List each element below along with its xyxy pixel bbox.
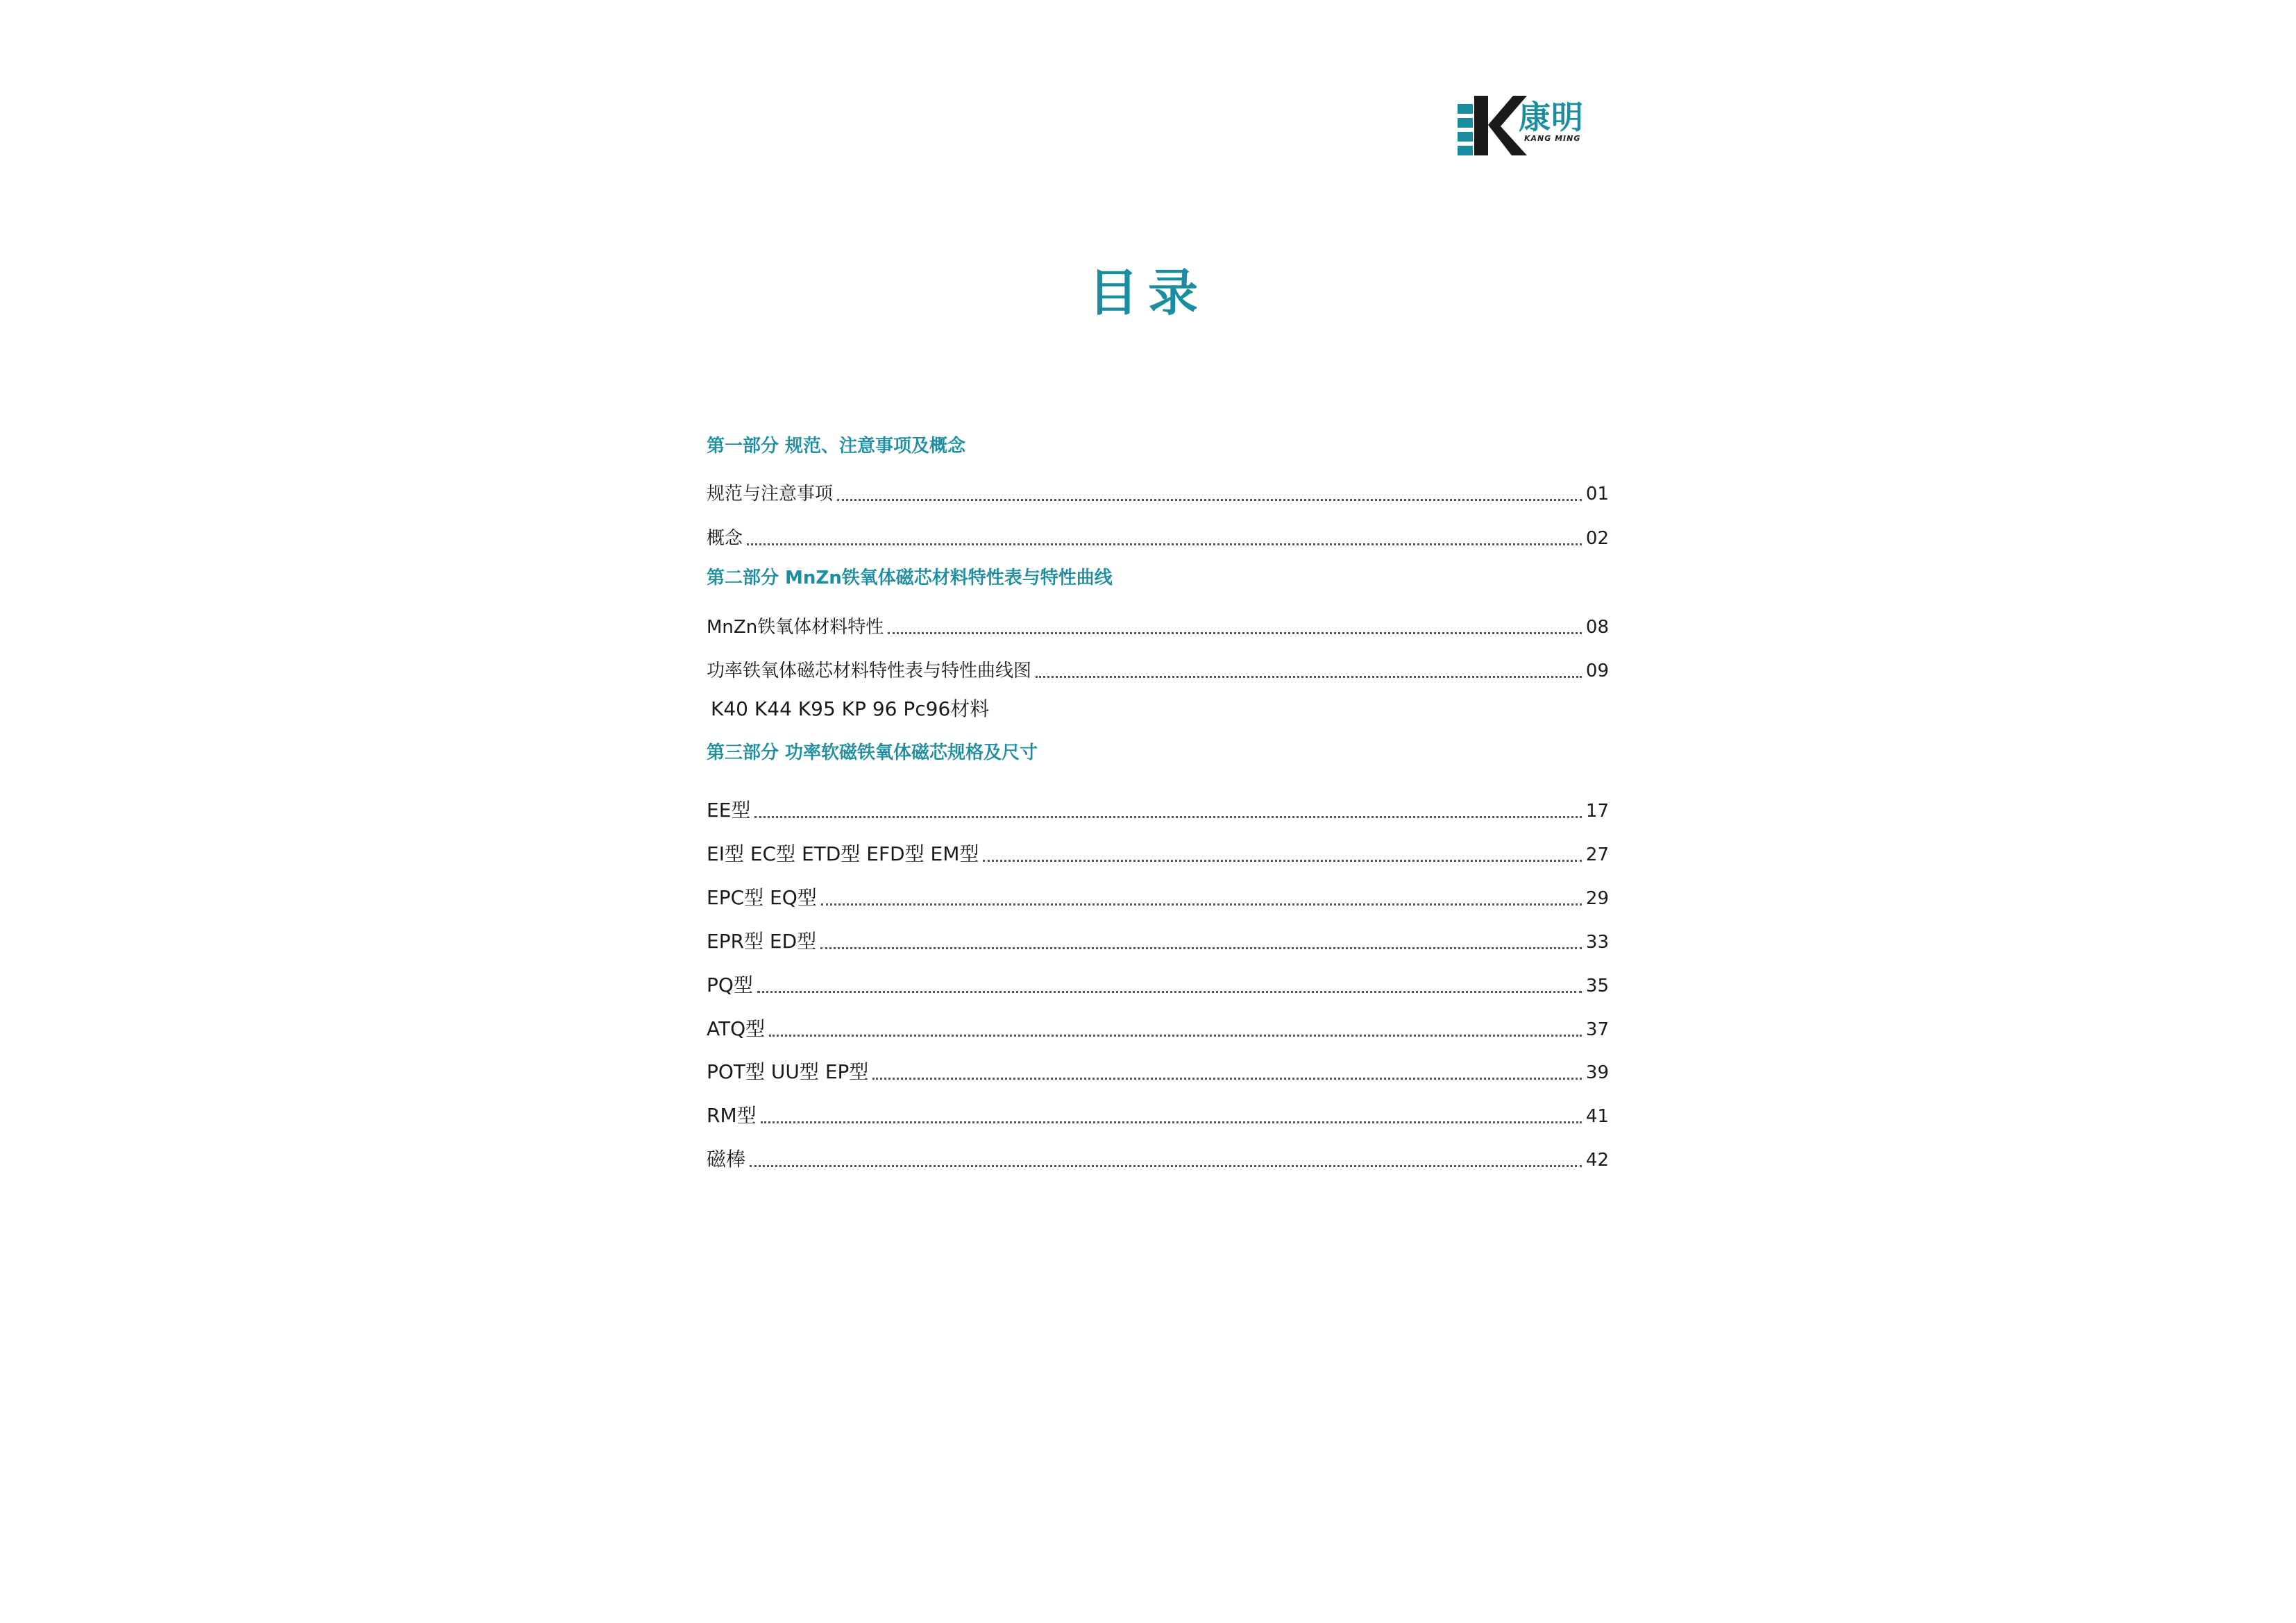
dot-leader [750, 1165, 1582, 1167]
toc-entry-page: 39 [1585, 1062, 1609, 1083]
toc-entry-label: 功率铁氧体磁芯材料特性表与特性曲线图 [707, 660, 1032, 681]
dot-leader [769, 1035, 1582, 1037]
toc-entry-page: 41 [1585, 1105, 1609, 1127]
toc-entry-label: EPR型 ED型 [707, 930, 817, 953]
toc-entry-label: POT型 UU型 EP型 [707, 1060, 869, 1084]
toc-entry[interactable] [707, 926, 1609, 953]
toc-entry[interactable] [707, 838, 1609, 866]
dot-leader [757, 991, 1582, 993]
toc-entry-page: 02 [1585, 527, 1609, 549]
toc-entry-label: PQ型 [707, 974, 753, 997]
section-heading-3: 第三部分 功率软磁铁氧体磁芯规格及尺寸 [707, 742, 1038, 763]
toc-entry[interactable] [707, 654, 1609, 682]
toc-entry-page: 08 [1585, 616, 1609, 638]
dot-leader [754, 816, 1582, 818]
toc-entry-page: 01 [1585, 483, 1609, 504]
toc-entry[interactable] [707, 1013, 1609, 1041]
toc-entry[interactable] [707, 1100, 1609, 1128]
toc-entry-page: 17 [1585, 800, 1609, 822]
toc-entry[interactable] [707, 522, 1609, 550]
toc-entry-label: EI型 EC型 ETD型 EFD型 EM型 [707, 842, 979, 866]
toc-entry-label: EE型 [707, 799, 751, 822]
material-list-note: K40 K44 K95 KP 96 Pc96材料 [711, 697, 990, 720]
dot-leader [888, 632, 1582, 634]
dot-leader [821, 903, 1582, 906]
toc-entry[interactable] [707, 477, 1609, 505]
toc-entry-label: EPC型 EQ型 [707, 886, 817, 910]
toc-entry-label: 概念 [707, 527, 743, 549]
toc-entry-label: 磁棒 [707, 1148, 746, 1171]
toc-entry[interactable] [707, 1056, 1609, 1084]
dot-leader [872, 1078, 1582, 1080]
toc-entry[interactable] [707, 882, 1609, 910]
toc-entry-label: RM型 [707, 1104, 757, 1128]
dot-leader [761, 1121, 1582, 1123]
page-title: 目录 [1088, 264, 1208, 322]
toc-entry-page: 33 [1585, 931, 1609, 953]
dot-leader [837, 499, 1582, 501]
toc-entry[interactable] [707, 969, 1609, 997]
dot-leader [1036, 676, 1582, 678]
dot-leader [820, 947, 1582, 949]
toc-entry-label: MnZn铁氧体材料特性 [707, 616, 884, 638]
toc-entry[interactable] [707, 1144, 1609, 1171]
logo-k-mark [1458, 89, 1527, 158]
logo-english-name: KANG MING [1524, 134, 1581, 143]
toc-entry[interactable] [707, 611, 1609, 638]
section-heading-2: 第二部分 MnZn铁氧体磁芯材料特性表与特性曲线 [707, 568, 1113, 588]
section-heading-1: 第一部分 规范、注意事项及概念 [707, 436, 966, 457]
toc-entry-page: 29 [1585, 887, 1609, 909]
toc-entry-page: 27 [1585, 844, 1609, 865]
dot-leader [747, 543, 1582, 545]
toc-entry-label: 规范与注意事项 [707, 483, 834, 504]
toc-entry-page: 09 [1585, 660, 1609, 681]
toc-entry-page: 42 [1585, 1149, 1609, 1171]
company-logo [1458, 89, 1596, 158]
toc-entry-page: 37 [1585, 1019, 1609, 1040]
logo-chinese-name: 康明 [1519, 99, 1584, 136]
toc-entry[interactable] [707, 794, 1609, 822]
dot-leader [983, 860, 1582, 862]
toc-entry-page: 35 [1585, 975, 1609, 996]
toc-entry-label: ATQ型 [707, 1017, 766, 1041]
